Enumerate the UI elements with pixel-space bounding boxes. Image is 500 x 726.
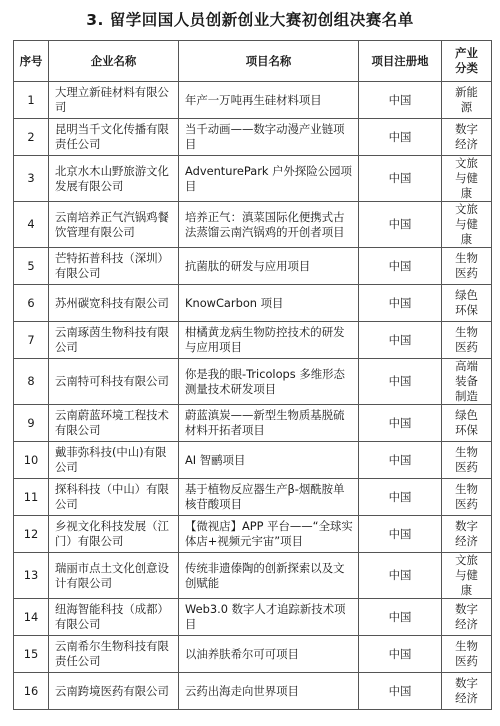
row-number: 1	[14, 82, 49, 119]
table-row	[14, 285, 492, 322]
industry-category: 生物医药	[455, 445, 478, 474]
table-row	[14, 248, 492, 285]
header-project: 项目名称	[179, 41, 359, 82]
company-name: 云南蔚蓝环境工程技术有限公司	[49, 405, 179, 442]
registration-region: 中国	[359, 636, 442, 673]
industry-category-cell	[442, 636, 492, 673]
industry-category-cell	[442, 599, 492, 636]
row-number: 16	[14, 673, 49, 710]
project-name: 抗菌肽的研发与应用项目	[179, 248, 359, 285]
industry-category: 绿色环保	[455, 288, 478, 317]
table-row	[14, 322, 492, 359]
row-number: 10	[14, 442, 49, 479]
company-name: 云南琢茵生物科技有限公司	[49, 322, 179, 359]
company-name: 云南希尔生物科技有限责任公司	[49, 636, 179, 673]
registration-region: 中国	[359, 405, 442, 442]
table-row	[14, 553, 492, 599]
row-number: 9	[14, 405, 49, 442]
row-number: 4	[14, 202, 49, 248]
registration-region: 中国	[359, 599, 442, 636]
project-name: KnowCarbon 项目	[179, 285, 359, 322]
row-number: 7	[14, 322, 49, 359]
registration-region: 中国	[359, 479, 442, 516]
header-region: 项目注册地	[359, 41, 442, 82]
project-name: 年产一万吨再生硅材料项目	[179, 82, 359, 119]
registration-region: 中国	[359, 156, 442, 202]
row-number: 14	[14, 599, 49, 636]
table-body	[14, 82, 492, 710]
industry-category-cell	[442, 479, 492, 516]
table-header-row	[14, 41, 492, 82]
company-name: 苏州碳宽科技有限公司	[49, 285, 179, 322]
registration-region: 中国	[359, 202, 442, 248]
industry-category-cell	[442, 322, 492, 359]
registration-region: 中国	[359, 82, 442, 119]
table-row	[14, 156, 492, 202]
industry-category: 文旅与健康	[455, 553, 478, 597]
registration-region: 中国	[359, 322, 442, 359]
table-row	[14, 673, 492, 710]
table-row	[14, 202, 492, 248]
registration-region: 中国	[359, 553, 442, 599]
project-name: 传统非遗傣陶的创新探索以及文创赋能	[179, 553, 359, 599]
row-number: 15	[14, 636, 49, 673]
table-row	[14, 119, 492, 156]
industry-category: 生物医药	[455, 639, 478, 668]
industry-category-cell	[442, 553, 492, 599]
industry-category: 数字经济	[455, 519, 478, 548]
table-row	[14, 405, 492, 442]
industry-category-cell	[442, 119, 492, 156]
industry-category-cell	[442, 359, 492, 405]
industry-category-cell	[442, 673, 492, 710]
page-title: 3. 留学回国人员创新创业大赛初创组决赛名单	[86, 11, 414, 29]
industry-category-cell	[442, 285, 492, 322]
project-name: 当千动画——数字动漫产业链项目	[179, 119, 359, 156]
table-row	[14, 636, 492, 673]
table-row	[14, 82, 492, 119]
project-name: 云药出海走向世界项目	[179, 673, 359, 710]
project-name: Web3.0 数字人才追踪新技术项目	[179, 599, 359, 636]
industry-category-cell	[442, 156, 492, 202]
company-name: 戴菲弥科技(中山)有限公司	[49, 442, 179, 479]
industry-category: 高端装备制造	[455, 359, 478, 403]
company-name: 北京水木山野旅游文化发展有限公司	[49, 156, 179, 202]
row-number: 3	[14, 156, 49, 202]
industry-category: 数字经济	[455, 122, 478, 151]
row-number: 11	[14, 479, 49, 516]
project-name: 培养正气：滇菜国际化便携式古法蒸馏云南汽锅鸡的开创者项目	[179, 202, 359, 248]
industry-category-cell	[442, 442, 492, 479]
header-category	[442, 41, 492, 82]
row-number: 8	[14, 359, 49, 405]
company-name: 云南跨境医药有限公司	[49, 673, 179, 710]
company-name: 大理立新硅材料有限公司	[49, 82, 179, 119]
industry-category: 绿色环保	[455, 408, 478, 437]
header-category-label: 产业分类	[455, 46, 478, 75]
registration-region: 中国	[359, 673, 442, 710]
finalist-table	[13, 40, 492, 710]
project-name: 基于植物反应器生产β-烟酰胺单核苷酸项目	[179, 479, 359, 516]
registration-region: 中国	[359, 359, 442, 405]
registration-region: 中国	[359, 442, 442, 479]
company-name: 云南特可科技有限公司	[49, 359, 179, 405]
industry-category: 文旅与健康	[455, 156, 478, 200]
company-name: 昆明当千文化传播有限责任公司	[49, 119, 179, 156]
project-name: AI 智鹂项目	[179, 442, 359, 479]
industry-category-cell	[442, 516, 492, 553]
industry-category: 数字经济	[455, 676, 478, 705]
header-no: 序号	[14, 41, 49, 82]
industry-category-cell	[442, 248, 492, 285]
project-name: AdventurePark 户外探险公园项目	[179, 156, 359, 202]
company-name: 瑞丽市点土文化创意设计有限公司	[49, 553, 179, 599]
project-name: 你是我的眼-Tricolops 多维形态测量技术研发项目	[179, 359, 359, 405]
industry-category-cell	[442, 82, 492, 119]
registration-region: 中国	[359, 119, 442, 156]
registration-region: 中国	[359, 516, 442, 553]
industry-category-cell	[442, 405, 492, 442]
company-name: 纽海智能科技（成都）有限公司	[49, 599, 179, 636]
industry-category: 生物医药	[455, 251, 478, 280]
row-number: 2	[14, 119, 49, 156]
industry-category: 生物医药	[455, 325, 478, 354]
project-name: 【微视店】APP 平台——“全球实体店+视频元宇宙”项目	[179, 516, 359, 553]
company-name: 云南培养正气汽锅鸡餐饮管理有限公司	[49, 202, 179, 248]
industry-category: 文旅与健康	[455, 202, 478, 246]
industry-category: 数字经济	[455, 602, 478, 631]
company-name: 芒特拓普科技（深圳）有限公司	[49, 248, 179, 285]
table-row	[14, 599, 492, 636]
project-name: 蔚蓝滇炭——新型生物质基脱硫材料开拓者项目	[179, 405, 359, 442]
registration-region: 中国	[359, 285, 442, 322]
row-number: 5	[14, 248, 49, 285]
industry-category: 生物医药	[455, 482, 478, 511]
company-name: 乡视文化科技发展（江门）有限公司	[49, 516, 179, 553]
industry-category-cell	[442, 202, 492, 248]
table-row	[14, 479, 492, 516]
table-row	[14, 359, 492, 405]
table-row	[14, 442, 492, 479]
row-number: 6	[14, 285, 49, 322]
company-name: 探科科技（中山）有限公司	[49, 479, 179, 516]
header-company: 企业名称	[49, 41, 179, 82]
industry-category: 新能源	[455, 85, 478, 114]
registration-region: 中国	[359, 248, 442, 285]
table-row	[14, 516, 492, 553]
row-number: 13	[14, 553, 49, 599]
project-name: 柑橘黄龙病生物防控技术的研发与应用项目	[179, 322, 359, 359]
row-number: 12	[14, 516, 49, 553]
project-name: 以油养肤希尔可可项目	[179, 636, 359, 673]
